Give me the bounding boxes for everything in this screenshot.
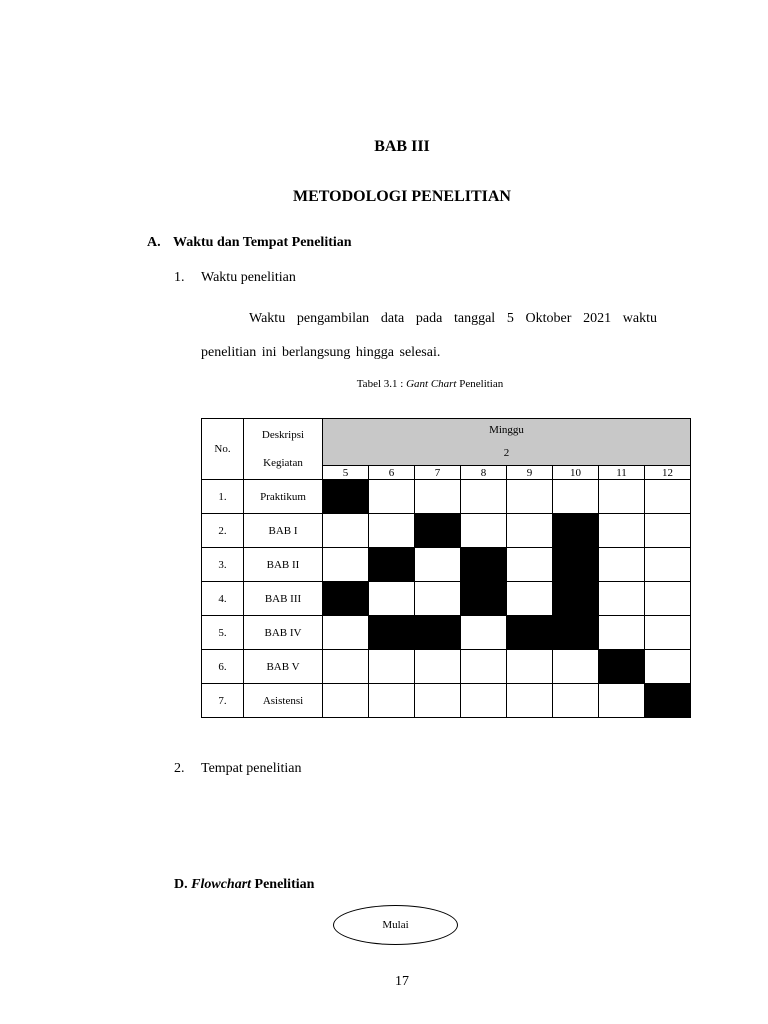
week-header-cell: 8 [461, 466, 507, 480]
schedule-cell-filled [323, 480, 369, 514]
schedule-cell-filled [415, 514, 461, 548]
schedule-cell-empty [645, 616, 691, 650]
schedule-cell-filled [553, 514, 599, 548]
header-no: No. [202, 419, 244, 480]
table-caption [0, 378, 768, 390]
schedule-cell-empty [461, 616, 507, 650]
schedule-cell-empty [507, 480, 553, 514]
schedule-cell-empty [645, 650, 691, 684]
schedule-cell-empty [507, 582, 553, 616]
schedule-cell-empty [415, 480, 461, 514]
schedule-cell-empty [415, 582, 461, 616]
table-row [202, 684, 691, 718]
table-row [202, 616, 691, 650]
flowchart-start-label: Mulai [382, 919, 409, 931]
schedule-cell-filled [553, 582, 599, 616]
schedule-cell-empty [645, 548, 691, 582]
header-desc-line2: Kegiatan [263, 457, 303, 469]
schedule-cell-empty [553, 684, 599, 718]
schedule-cell-filled [507, 616, 553, 650]
schedule-cell-empty [369, 582, 415, 616]
schedule-cell-empty [461, 480, 507, 514]
schedule-cell-empty [323, 616, 369, 650]
row-number: 6. [202, 650, 244, 684]
week-header-cell: 11 [599, 466, 645, 480]
row-number: 2. [202, 514, 244, 548]
header-minggu-line2: 2 [503, 447, 510, 459]
schedule-cell-filled [553, 616, 599, 650]
schedule-cell-empty [369, 650, 415, 684]
week-header-cell: 6 [369, 466, 415, 480]
schedule-cell-empty [507, 514, 553, 548]
schedule-cell-empty [599, 548, 645, 582]
row-number: 1. [202, 480, 244, 514]
schedule-cell-filled [415, 616, 461, 650]
week-header-cell: 9 [507, 466, 553, 480]
table-row [202, 548, 691, 582]
header-desc [244, 419, 323, 480]
gantt-table [201, 418, 691, 718]
row-activity: Praktikum [244, 480, 323, 514]
section-d-italic: Flowchart [191, 877, 252, 892]
schedule-cell-filled [645, 684, 691, 718]
item-1-heading [174, 270, 296, 286]
schedule-cell-empty [599, 616, 645, 650]
schedule-cell-empty [369, 480, 415, 514]
schedule-cell-empty [645, 582, 691, 616]
page-number: 17 [395, 974, 409, 989]
header-desc-line1: Deskripsi [261, 429, 305, 441]
schedule-cell-empty [369, 514, 415, 548]
schedule-cell-empty [461, 514, 507, 548]
week-header-cell: 5 [323, 466, 369, 480]
week-header-cell: 10 [553, 466, 599, 480]
section-d-rest: Penelitian [251, 877, 315, 892]
schedule-cell-empty [507, 684, 553, 718]
row-activity: BAB II [244, 548, 323, 582]
section-a-label: A. [147, 235, 161, 250]
schedule-cell-empty [507, 548, 553, 582]
schedule-cell-empty [599, 582, 645, 616]
caption-prefix: Tabel 3.1 : [356, 378, 407, 390]
schedule-cell-empty [553, 650, 599, 684]
chapter-heading: BAB III [374, 138, 430, 155]
chapter-title: METODOLOGI PENELITIAN [293, 188, 511, 205]
schedule-cell-filled [461, 582, 507, 616]
week-header-cell: 7 [415, 466, 461, 480]
schedule-cell-empty [461, 650, 507, 684]
section-a-heading [147, 235, 352, 251]
schedule-cell-empty [599, 684, 645, 718]
item-1-title: Waktu penelitian [201, 270, 296, 285]
caption-italic: Gant Chart [406, 378, 457, 390]
header-minggu [323, 419, 691, 466]
schedule-cell-filled [599, 650, 645, 684]
section-a-title: Waktu dan Tempat Penelitian [173, 235, 352, 250]
item-2-heading [174, 761, 301, 777]
schedule-cell-empty [323, 684, 369, 718]
schedule-cell-empty [553, 480, 599, 514]
row-number: 5. [202, 616, 244, 650]
item-1-label: 1. [174, 270, 185, 285]
week-header-cell: 12 [645, 466, 691, 480]
flowchart-start-terminal [333, 905, 458, 945]
row-number: 4. [202, 582, 244, 616]
schedule-cell-empty [415, 548, 461, 582]
row-number: 7. [202, 684, 244, 718]
item-2-label: 2. [174, 761, 185, 776]
schedule-cell-empty [599, 514, 645, 548]
row-activity: BAB I [244, 514, 323, 548]
schedule-cell-empty [323, 548, 369, 582]
section-d-heading [174, 877, 314, 893]
paragraph: Waktu pengambilan data pada tanggal 5 Oktober 2021 waktu penelitian ini berlangsung hingga selesai. [201, 311, 657, 360]
table-row [202, 582, 691, 616]
section-d-label: D. [174, 877, 188, 892]
schedule-cell-filled [461, 548, 507, 582]
header-minggu-line1: Minggu [489, 424, 524, 436]
row-activity: Asistensi [244, 684, 323, 718]
row-activity: BAB III [244, 582, 323, 616]
item-2-title: Tempat penelitian [201, 761, 302, 776]
schedule-cell-empty [415, 684, 461, 718]
gantt-header-row [202, 419, 691, 466]
table-row [202, 480, 691, 514]
schedule-cell-empty [323, 650, 369, 684]
table-row [202, 514, 691, 548]
schedule-cell-empty [507, 650, 553, 684]
table-row [202, 650, 691, 684]
row-activity: BAB V [244, 650, 323, 684]
row-activity: BAB IV [244, 616, 323, 650]
schedule-cell-empty [645, 480, 691, 514]
caption-suffix: Penelitian [456, 378, 504, 390]
schedule-cell-empty [645, 514, 691, 548]
schedule-cell-filled [323, 582, 369, 616]
schedule-cell-empty [461, 684, 507, 718]
schedule-cell-empty [599, 480, 645, 514]
schedule-cell-filled [369, 548, 415, 582]
schedule-cell-empty [369, 684, 415, 718]
schedule-cell-empty [415, 650, 461, 684]
schedule-cell-empty [323, 514, 369, 548]
schedule-cell-filled [369, 616, 415, 650]
row-number: 3. [202, 548, 244, 582]
schedule-cell-filled [553, 548, 599, 582]
